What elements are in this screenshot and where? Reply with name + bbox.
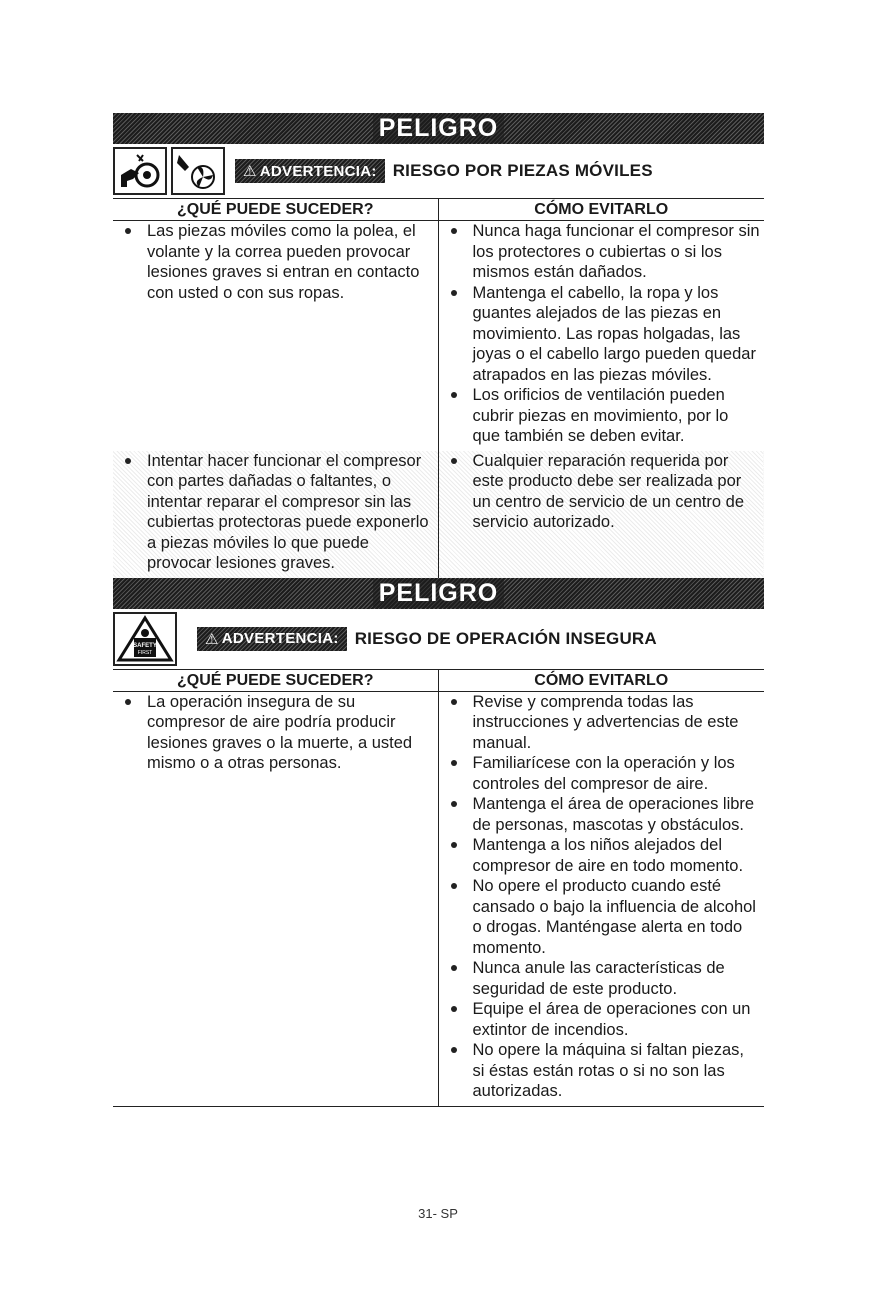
- hazard-title: RIESGO DE OPERACIÓN INSEGURA: [354, 628, 657, 648]
- table-cell: [438, 691, 764, 1106]
- safety-page: [113, 113, 764, 1107]
- warning-badge: [235, 159, 385, 183]
- list-item: Mantenga a los niños alejados del compresor de aire en todo momento.: [445, 835, 761, 876]
- table-row: [113, 691, 764, 1106]
- first-text: FIRST: [137, 649, 153, 656]
- pulley-hand-icon: [113, 147, 167, 195]
- banner-text: PELIGRO: [373, 579, 505, 608]
- table-row: [113, 451, 764, 578]
- hazard-title: RIESGO POR PIEZAS MÓVILES: [392, 161, 653, 180]
- warning-label: ADVERTENCIA:: [259, 162, 377, 180]
- table-cell: [113, 451, 438, 578]
- table-cell: [438, 451, 764, 578]
- list-item: Mantenga el área de operaciones libre de personas, mascotas y obstáculos.: [445, 794, 761, 835]
- hazard-table: [113, 198, 764, 578]
- list-item: Nunca anule las características de seguridad de este producto.: [445, 958, 761, 999]
- warning-label: ADVERTENCIA:: [221, 630, 339, 647]
- list-item: Familiarícese con la operación y los controles del compresor de aire.: [445, 753, 761, 794]
- list-item: Equipe el área de operaciones con un extintor de incendios.: [445, 999, 761, 1040]
- list-item: No opere la máquina si faltan piezas, si éstas están rotas o si no son las autorizadas.: [445, 1040, 761, 1102]
- danger-banner: [113, 578, 764, 609]
- column-header-how: CÓMO EVITARLO: [438, 199, 764, 221]
- table-cell: [113, 221, 438, 451]
- list-item: Nunca haga funcionar el compresor sin los protectores o cubiertas o si los mismos están dañados.: [445, 221, 761, 283]
- list-item: Intentar hacer funcionar el compresor con partes dañadas o faltantes, o intentar reparar el compresor sin las cubiertas protectoras puede exponerlo a piezas móviles lo que puede provocar lesiones graves.: [119, 451, 434, 574]
- list-item: La operación insegura de su compresor de aire podría producir lesiones graves o la muerte, a usted mismo o a otras personas.: [119, 692, 434, 774]
- danger-banner: [113, 113, 764, 144]
- safety-text: SAFETY: [133, 642, 157, 649]
- warning-badge: [197, 627, 347, 651]
- column-header-how: CÓMO EVITARLO: [438, 669, 764, 691]
- warning-triangle-icon: ⚠: [205, 630, 219, 648]
- list-item: No opere el producto cuando esté cansado o bajo la influencia de alcohol o drogas. Manténgase alerta en todo momento.: [445, 876, 761, 958]
- table-cell: [113, 691, 438, 1106]
- list-item: Cualquier reparación requerida por este producto debe ser realizada por un centro de servicio de un centro de servicio autorizado.: [445, 451, 761, 533]
- hazard-header: [113, 609, 764, 669]
- list-item: Mantenga el cabello, la ropa y los guantes alejados de las piezas en movimiento. Las ropas holgadas, las joyas o el cabello largo pueden quedar atrapados en las piezas móviles.: [445, 283, 761, 386]
- list-item: Las piezas móviles como la polea, el volante y la correa pueden provocar lesiones graves si entran en contacto con usted o con sus ropas.: [119, 221, 434, 303]
- list-item: Revise y comprenda todas las instrucciones y advertencias de este manual.: [445, 692, 761, 754]
- table-cell: [438, 221, 764, 451]
- safety-first-icon: [113, 612, 177, 666]
- warning-triangle-icon: ⚠: [243, 163, 257, 180]
- list-item: Los orificios de ventilación pueden cubrir piezas en movimiento, por lo que también se deben evitar.: [445, 385, 761, 447]
- banner-text: PELIGRO: [373, 114, 505, 143]
- table-row: [113, 221, 764, 451]
- column-header-what: ¿QUÉ PUEDE SUCEDER?: [113, 669, 438, 691]
- page-number: 31- SP: [418, 1206, 458, 1221]
- hazard-header: [113, 144, 764, 198]
- fan-hand-icon: [171, 147, 225, 195]
- hazard-table: [113, 669, 764, 1107]
- column-header-what: ¿QUÉ PUEDE SUCEDER?: [113, 199, 438, 221]
